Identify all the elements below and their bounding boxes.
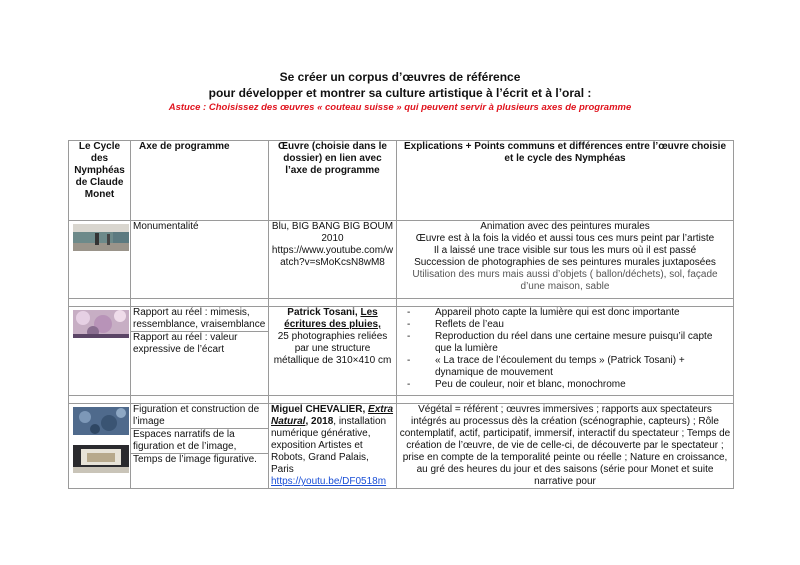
work-description: , installation numérique générative, exposition Artistes et Robots, Grand Palais, Paris — [271, 416, 387, 475]
table-header-row — [69, 141, 734, 221]
page-title: Se créer un corpus d’œuvres de référence — [279, 70, 521, 84]
header-axis: Axe de programme — [131, 141, 269, 221]
explanation-cell: Végétal = référent ; œuvres immersives ; rapports aux spectateurs intégrés au processus dès la création (scénographie, capteurs) ; Rôle contemplatif, actif, participatif, immersif, interactif du spectateur ; Temps de création de l’œuvre, de vie de celle-ci, de découverte par le spectateur ; prise en compte de la temporalité peinte ou réelle ; Nature en croissance, au gré des heures du jour et des saisons (série pour Monet et suite narrative pour — [397, 404, 734, 489]
list-item: - Reflets de l’eau — [435, 319, 731, 331]
explanation-line: Œuvre est à la fois la vidéo et aussi tous ces murs peint par l’artiste — [415, 233, 715, 244]
work-link[interactable]: https://youtu.be/DF0518m — [271, 476, 387, 487]
work-title: Blu, BIG BANG BIG BOUM — [271, 221, 394, 232]
explanation-line: Animation avec des peintures murales — [480, 221, 650, 232]
monet-nympheas-image — [73, 310, 129, 338]
table-spacer-row — [69, 396, 734, 404]
work-year: 2010 — [321, 233, 344, 244]
work-artist: Miguel CHEVALIER, — [271, 404, 366, 415]
header-explanations: Explications + Points communs et différences entre l’œuvre choisie et le cycle des Nymphéas — [397, 141, 734, 221]
work-title: Extra Natural — [271, 404, 394, 427]
work-year: , 2018 — [305, 416, 334, 427]
axis-cell — [131, 404, 269, 489]
monet-thumb-cell — [69, 221, 131, 299]
explanation-line: Il a laissé une trace visible sur tous les murs où il est passé — [433, 245, 697, 256]
list-item: - « La trace de l’écoulement du temps » (Patrick Tosani) + dynamique de mouvement — [435, 355, 731, 379]
table-row — [69, 307, 734, 396]
axis-cell — [131, 307, 269, 396]
table-row — [69, 221, 734, 299]
monet-thumb-cell — [69, 307, 131, 396]
list-item: - Peu de couleur, noir et blanc, monochrome — [435, 379, 731, 391]
monet-thumb-cell — [69, 404, 131, 489]
explanation-cell — [397, 221, 734, 299]
work-title: Les écritures des pluies, — [284, 307, 381, 330]
table-row — [69, 404, 734, 489]
header-monet-cycle: Le Cycle des Nymphéas de Claude Monet — [69, 141, 131, 221]
explanation-list — [399, 307, 731, 391]
tip-text: Astuce : Choisissez des œuvres « couteau suisse » qui peuvent servir à plusieurs axes de programme — [168, 102, 632, 113]
chevalier-installation-image — [73, 445, 129, 473]
work-link[interactable]: https://www.youtube.com/watch?v=sMoKcsN8wM8 — [271, 245, 394, 268]
work-artist: Patrick Tosani, — [287, 307, 358, 318]
axis-cell: Monumentalité — [131, 221, 269, 299]
explanation-line: Succession de photographies de ses peintures murales juxtaposées — [414, 257, 716, 268]
monet-orangerie-image — [73, 224, 129, 251]
table-spacer-row — [69, 299, 734, 307]
list-item: - Appareil photo capte la lumière qui est donc importante — [435, 307, 731, 319]
header-work: Œuvre (choisie dans le dossier) en lien avec l’axe de programme — [269, 141, 397, 221]
work-cell — [269, 221, 397, 299]
work-cell — [269, 404, 397, 489]
axis-ecart: Rapport au réel : valeur expressive de l’écart — [131, 331, 268, 356]
list-item: - Reproduction du réel dans une certaine mesure puisqu’il capte que la lumière — [435, 331, 731, 355]
axis-narrative: Espaces narratifs de la figuration et de l’image, — [131, 428, 268, 453]
explanation-line: Utilisation des murs mais aussi d’objets ( ballon/déchets), sol, façade d’une maison, sable — [412, 269, 718, 292]
work-cell — [269, 307, 397, 396]
page-subtitle: pour développer et montrer sa culture artistique à l’écrit et à l’oral : — [208, 86, 592, 100]
reference-table — [68, 140, 734, 489]
monet-water-image — [73, 407, 129, 435]
axis-mimesis: Rapport au réel : mimesis, ressemblance, vraisemblance — [133, 307, 266, 330]
explanation-cell — [397, 307, 734, 396]
work-description: 25 photographies reliées par une structure métallique de 310×410 cm — [273, 331, 392, 366]
axis-figuration: Figuration et construction de l’image — [133, 404, 260, 427]
axis-time: Temps de l’image figurative. — [131, 453, 268, 466]
